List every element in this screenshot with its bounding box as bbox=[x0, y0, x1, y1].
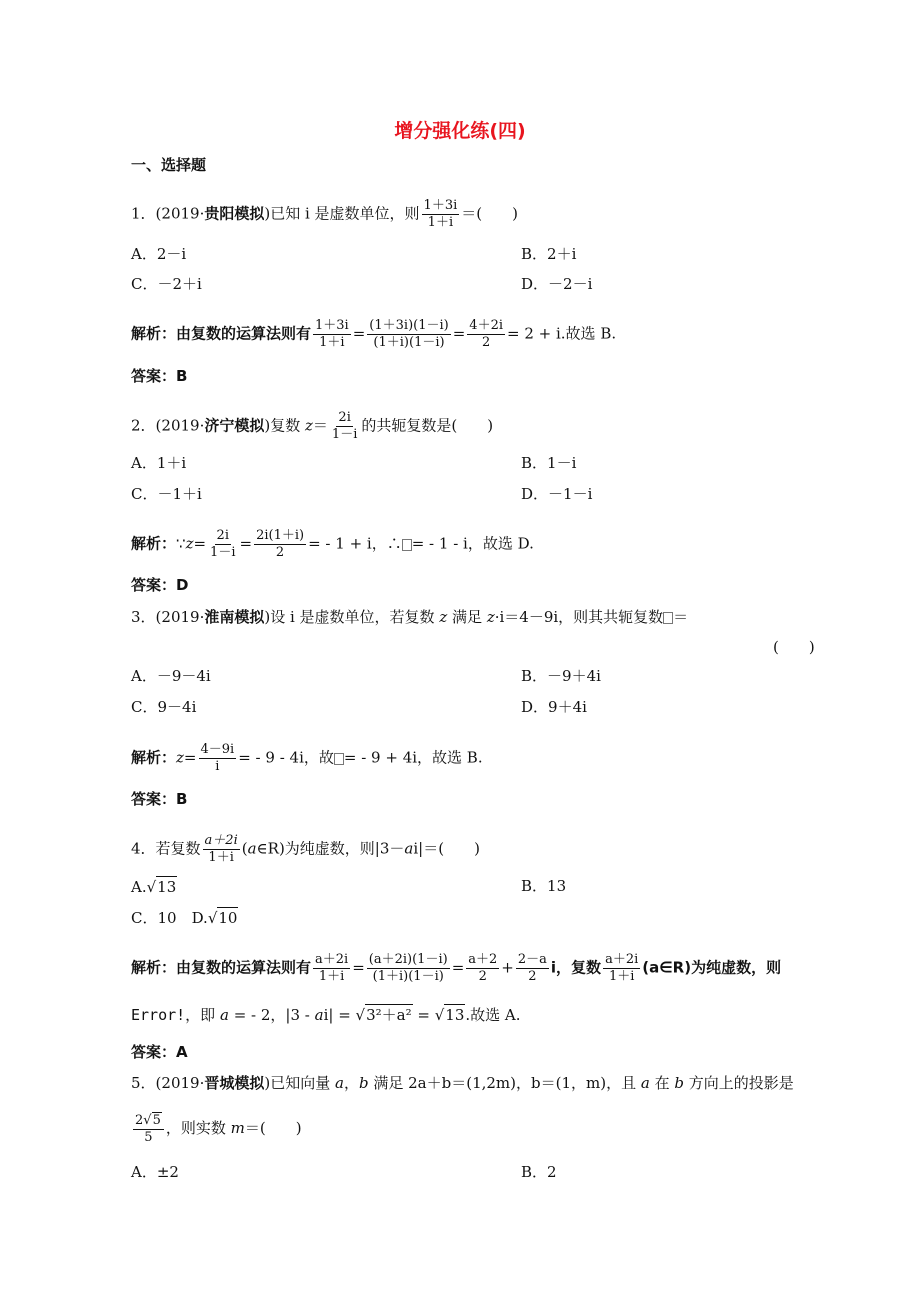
option-c: C．－1＋i bbox=[131, 485, 202, 503]
option-c-d: C．10 D.√10 bbox=[131, 909, 238, 927]
option-a: A.√13 bbox=[131, 878, 177, 896]
option-b: B．1－i bbox=[521, 454, 577, 472]
question-2-solution: 解析：∵z= $\frac{2i}{1-i}$ = $\frac{2i(1+i)}{2}$ = - 1 + i，∴ = - 1 - i，故选 D. bbox=[131, 528, 534, 560]
question-4-answer: 答案：A bbox=[131, 1043, 188, 1061]
question-5-stem: 5．(2019·晋城模拟)已知向量 a，b 满足 2a＋b＝(1,2m)，b＝(1，m)，且 a 在 b 方向上的投影是 bbox=[131, 1074, 794, 1092]
fraction: $\frac{1+3i}{1+i}$ bbox=[423, 198, 458, 230]
option-b: B．2＋i bbox=[521, 245, 577, 263]
question-4-stem: 4．若复数 $\frac{a+2i}{1+i}$ (a∈R)为纯虚数，则|3－ai|＝( ) bbox=[131, 833, 480, 865]
question-1-stem: 1．(2019·贵阳模拟)已知 i 是虚数单位，则 $\frac{1+3i}{1+i}$ ＝( ) bbox=[131, 198, 518, 230]
missing-glyph-icon bbox=[402, 539, 412, 551]
option-c: C．9－4i bbox=[131, 698, 197, 716]
question-3-stem: 3．(2019·淮南模拟)设 i 是虚数单位，若复数 z 满足 z·i＝4－9i，则其共轭复数 ＝ bbox=[131, 608, 689, 626]
option-b: B．13 bbox=[521, 877, 567, 895]
option-c: C．－2＋i bbox=[131, 275, 202, 293]
question-2-answer: 答案：D bbox=[131, 576, 189, 594]
question-4-solution: 解析：由复数的运算法则有 $\frac{a+2i}{1+i}$ = $\frac{(a+2i)(1-i)}{(1+i)(1-i)}$ = $\frac{a+2}{2}$ + $\frac{2-a}{2}$ i，复数 $\frac{a+2i}{1+i}$ (a∈R)为纯虚数，则 bbox=[131, 952, 782, 984]
question-3-solution: 解析：z= $\frac{4-9i}{i}$ = - 9 - 4i，故 = - 9 + 4i，故选 B. bbox=[131, 742, 483, 774]
option-a: A．±2 bbox=[131, 1163, 179, 1181]
page-title: 增分强化练(四) bbox=[394, 120, 526, 142]
missing-glyph-icon bbox=[334, 753, 344, 765]
question-5-stem-line2: $\frac{2√5}{5}$ ，则实数 m＝( ) bbox=[135, 1113, 302, 1145]
option-a: A．2－i bbox=[131, 245, 187, 263]
option-a: A．1＋i bbox=[131, 454, 187, 472]
answer-paren: ( ) bbox=[773, 638, 815, 656]
option-d: D．－2－i bbox=[521, 275, 593, 293]
option-d: D．9＋4i bbox=[521, 698, 587, 716]
option-d: D．－1－i bbox=[521, 485, 593, 503]
question-2-stem: 2．(2019·济宁模拟)复数 z＝ $\frac{2i}{1-i}$ 的共轭复数是( ) bbox=[131, 410, 494, 442]
option-b: B．－9＋4i bbox=[521, 667, 601, 685]
missing-glyph-icon bbox=[663, 612, 673, 624]
question-1-answer: 答案：B bbox=[131, 367, 188, 385]
section-heading: 一、选择题 bbox=[131, 156, 207, 174]
option-b: B．2 bbox=[521, 1163, 557, 1181]
question-3-answer: 答案：B bbox=[131, 790, 188, 808]
question-1-solution: 解析：由复数的运算法则有 $\frac{1+3i}{1+i}$ = $\frac{(1+3i)(1-i)}{(1+i)(1-i)}$ = $\frac{4+2i}{2}$ = 2 + i.故选 B. bbox=[131, 318, 617, 350]
option-a: A．－9－4i bbox=[131, 667, 211, 685]
question-4-solution-line2: Error!，即 a = - 2，|3 - ai| = √3²＋a² = √13.故选 A. bbox=[131, 1006, 521, 1024]
